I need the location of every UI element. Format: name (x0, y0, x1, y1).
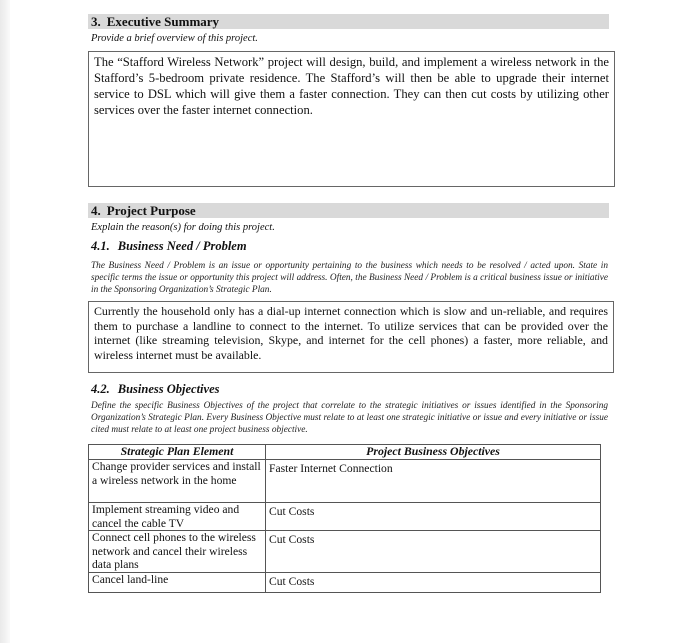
project-purpose-instruction: Explain the reason(s) for doing this project. (91, 222, 275, 233)
subsection-title: Business Need / Problem (117, 239, 247, 253)
business-objective-cell[interactable]: Faster Internet Connection (266, 460, 601, 503)
executive-summary-textbox[interactable]: The “Stafford Wireless Network” project will design, build, and implement a wireless network in the Stafford’s 5-bedroom private residence. The Stafford’s will then be able to upgrade their internet service to DSL which will give them a faster connection. They can then cut costs by utilizing other services over the faster internet connection. (88, 51, 615, 187)
table-row (89, 531, 601, 573)
section-number: 3. (91, 14, 101, 29)
subsection-title: Business Objectives (117, 382, 220, 396)
table-row (89, 573, 601, 593)
page-edge-shadow (0, 0, 10, 643)
section-title: Executive Summary (106, 14, 220, 29)
business-objective-cell[interactable]: Cut Costs (266, 531, 601, 573)
business-objectives-instruction: Define the specific Business Objectives of the project that correlate to the strategic initiatives or issues identified in the Sponsoring Organization’s Strategic Plan. Every Business Objective must relate to at least one strategic initiative or issue and every initiative or issue cited must relate to at least one project business objective. (91, 401, 608, 435)
business-need-textbox[interactable]: Currently the household only has a dial-up internet connection which is slow and un-reliable, and requires them to purchase a landline to connect to the internet. To utilize services that can be provided over the internet (like streaming television, Skype, and internet for the cell phones) a faster, more reliable, and wireless internet must be available. (88, 301, 614, 373)
section-heading-executive-summary (88, 14, 609, 29)
subsection-heading-business-need (91, 239, 247, 254)
subsection-heading-business-objectives (91, 382, 219, 397)
business-objectives-table (88, 444, 601, 593)
strategic-plan-element-cell[interactable]: Implement streaming video and cancel the cable TV (89, 503, 266, 531)
business-need-instruction: The Business Need / Problem is an issue or opportunity pertaining to the business which needs to be resolved / acted upon. State in specific terms the issue or opportunity this project will address. Often, the Business Need / Problem is a critical business issue or initiative in the Sponsoring Organization’s Strategic Plan. (91, 261, 608, 295)
table-row (89, 460, 601, 503)
section-heading-project-purpose (88, 203, 609, 218)
strategic-plan-element-cell[interactable]: Connect cell phones to the wireless network and cancel their wireless data plans (89, 531, 266, 573)
business-objective-cell[interactable]: Cut Costs (266, 503, 601, 531)
subsection-number: 4.2. (91, 382, 110, 396)
section-number: 4. (91, 203, 101, 218)
column-header-project-business-objectives: Project Business Objectives (266, 445, 601, 460)
business-objective-cell[interactable]: Cut Costs (266, 573, 601, 593)
table-header-row (89, 445, 601, 460)
section-title: Project Purpose (106, 203, 196, 218)
strategic-plan-element-cell[interactable]: Change provider services and install a wireless network in the home (89, 460, 266, 503)
column-header-strategic-plan-element: Strategic Plan Element (89, 445, 266, 460)
executive-summary-instruction: Provide a brief overview of this project. (91, 33, 258, 44)
table-row (89, 503, 601, 531)
strategic-plan-element-cell[interactable]: Cancel land-line (89, 573, 266, 593)
subsection-number: 4.1. (91, 239, 110, 253)
